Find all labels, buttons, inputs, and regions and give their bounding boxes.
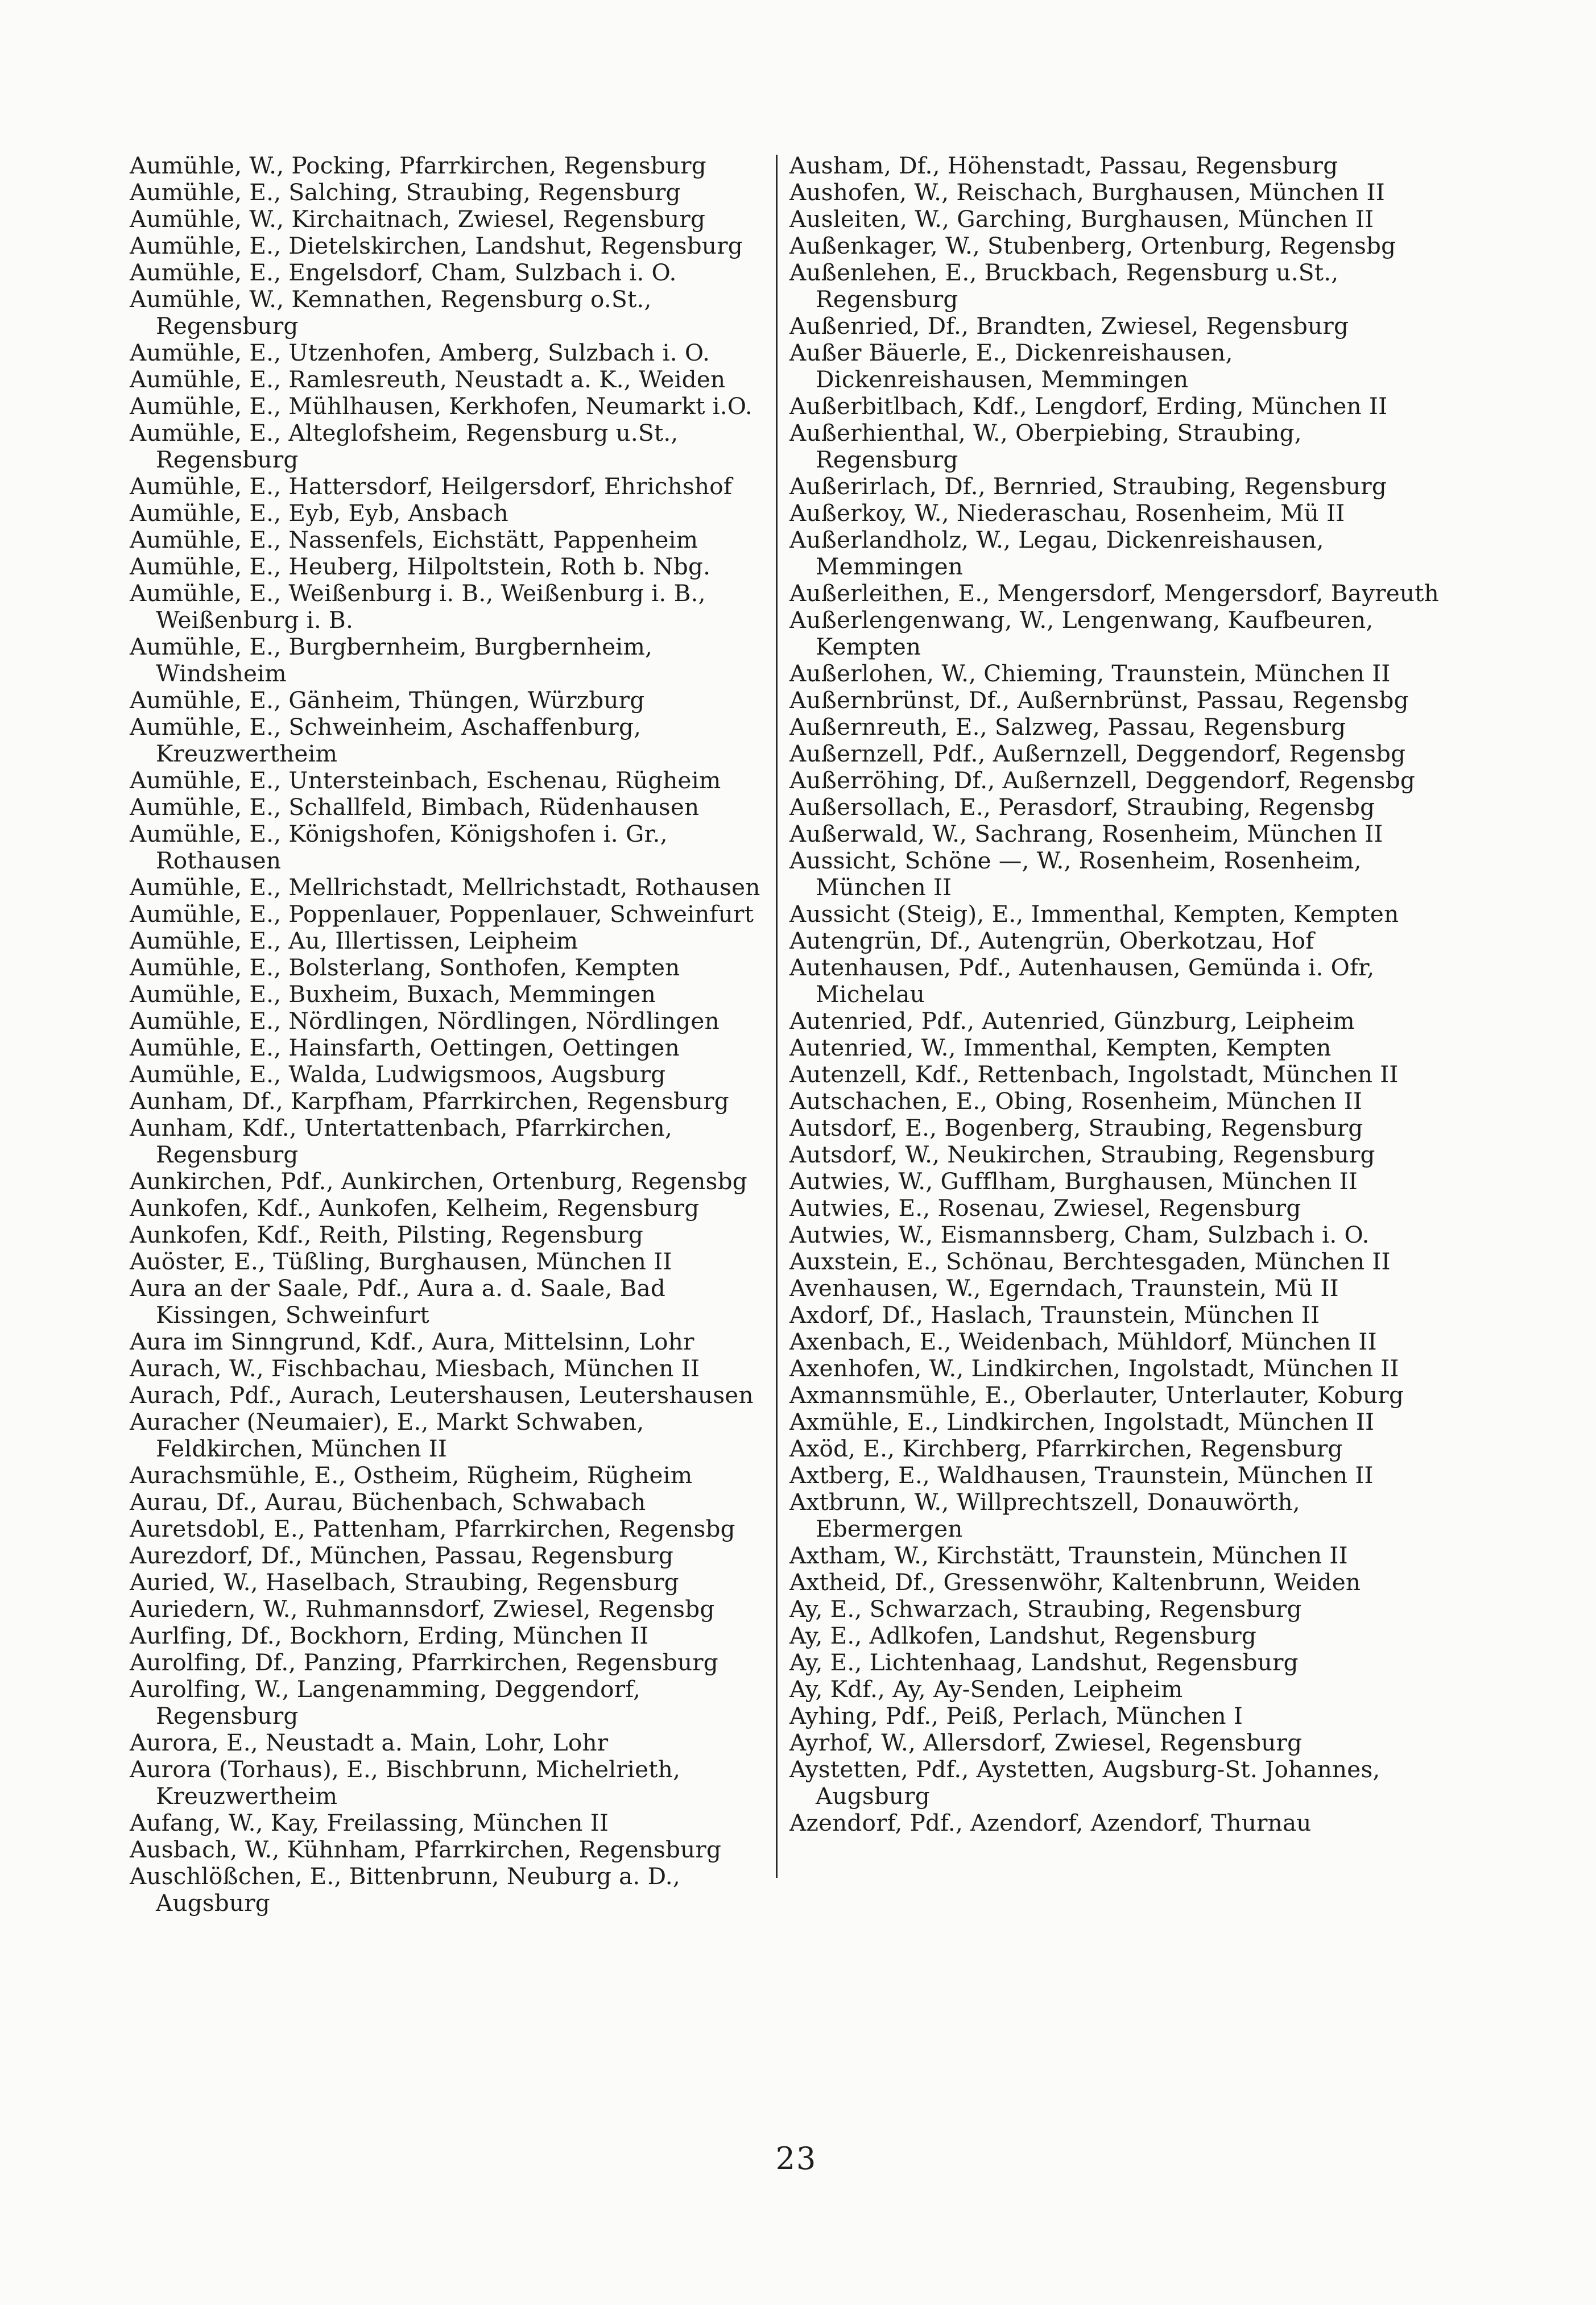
gazetteer-entry: Auretsdobl, E., Pattenham, Pfarrkirchen, Regensbg [130, 1515, 735, 1542]
gazetteer-entry: Ausham, Df., Höhenstadt, Passau, Regensburg [789, 152, 1338, 179]
page-number: 23 [775, 2141, 817, 2176]
gazetteer-entry: Aurach, W., Fischbachau, Miesbach, München II [130, 1355, 700, 1382]
gazetteer-entry: Aushofen, W., Reischach, Burghausen, München II [789, 179, 1385, 206]
gazetteer-entry: Azendorf, Pdf., Azendorf, Azendorf, Thurnau [789, 1809, 1312, 1836]
gazetteer-entry: Ausbach, W., Kühnham, Pfarrkirchen, Regensburg [130, 1836, 722, 1863]
gazetteer-entry: Außerröhing, Df., Außernzell, Deggendorf, Regensbg [789, 767, 1416, 794]
gazetteer-entry: Außenried, Df., Brandten, Zwiesel, Regensburg [789, 312, 1349, 340]
gazetteer-entry: Axtheid, Df., Gressenwöhr, Kaltenbrunn, Weiden [789, 1569, 1361, 1596]
gazetteer-entry: Autwies, E., Rosenau, Zwiesel, Regensburg [789, 1194, 1301, 1222]
gazetteer-entry: Aunkirchen, Pdf., Aunkirchen, Ortenburg, Regensbg [130, 1168, 747, 1195]
gazetteer-entry: Aurach, Pdf., Aurach, Leutershausen, Leutershausen [130, 1381, 754, 1409]
gazetteer-entry: Aumühle, E., Weißenburg i. B., Weißenburg i. B., Weißenburg i. B. [130, 580, 706, 634]
gazetteer-entry: Aumühle, E., Nördlingen, Nördlingen, Nördlingen [130, 1007, 720, 1034]
gazetteer-entry: Aumühle, E., Ramlesreuth, Neustadt a. K., Weiden [130, 366, 726, 393]
gazetteer-entry: Außernreuth, E., Salzweg, Passau, Regensburg [789, 713, 1346, 740]
gazetteer-entry: Aumühle, E., Utzenhofen, Amberg, Sulzbach i. O. [130, 339, 710, 366]
gazetteer-entry: Aurlfing, Df., Bockhorn, Erding, München II [130, 1622, 649, 1649]
gazetteer-entry: Aunham, Kdf., Untertattenbach, Pfarrkirchen, Regensburg [130, 1114, 673, 1168]
gazetteer-entry: Aumühle, E., Untersteinbach, Eschenau, Rügheim [130, 767, 721, 794]
gazetteer-entry: Aumühle, E., Hattersdorf, Heilgersdorf, Ehrichshof [130, 473, 733, 500]
gazetteer-entry: Auried, W., Haselbach, Straubing, Regensburg [130, 1569, 679, 1596]
gazetteer-entry: Aurolfing, W., Langenamming, Deggendorf, Regensburg [130, 1675, 641, 1729]
gazetteer-entry: Axenhofen, W., Lindkirchen, Ingolstadt, München II [789, 1355, 1399, 1382]
gazetteer-entry: Aurau, Df., Aurau, Büchenbach, Schwabach [130, 1488, 646, 1516]
gazetteer-entry: Außerirlach, Df., Bernried, Straubing, Regensburg [789, 473, 1387, 500]
gazetteer-entry: Autenzell, Kdf., Rettenbach, Ingolstadt, München II [789, 1061, 1399, 1088]
gazetteer-entry: Aurora (Torhaus), E., Bischbrunn, Michelrieth, Kreuzwertheim [130, 1756, 681, 1810]
gazetteer-entry: Aumühle, E., Königshofen, Königshofen i. Gr., Rothausen [130, 820, 668, 874]
gazetteer-entry: Aumühle, E., Alteglofsheim, Regensburg u.St., Regensburg [130, 419, 679, 473]
gazetteer-entry: Aura im Sinngrund, Kdf., Aura, Mittelsinn, Lohr [130, 1328, 694, 1355]
gazetteer-entry: Aussicht, Schöne —, W., Rosenheim, Rosenheim, München II [789, 847, 1362, 901]
gazetteer-entry: Autschachen, E., Obing, Rosenheim, München II [789, 1087, 1363, 1115]
gazetteer-entry: Auxstein, E., Schönau, Berchtesgaden, München II [789, 1248, 1391, 1275]
gazetteer-entry: Autsdorf, E., Bogenberg, Straubing, Regensburg [789, 1114, 1363, 1141]
gazetteer-entry: Autengrün, Df., Autengrün, Oberkotzau, Hof [789, 927, 1314, 954]
gazetteer-entry: Aumühle, E., Eyb, Eyb, Ansbach [130, 499, 508, 527]
gazetteer-entry: Aussicht (Steig), E., Immenthal, Kempten, Kempten [789, 900, 1399, 928]
gazetteer-entry: Ay, Kdf., Ay, Ay-Senden, Leipheim [789, 1675, 1183, 1703]
gazetteer-entry: Axtberg, E., Waldhausen, Traunstein, München II [789, 1462, 1374, 1489]
gazetteer-entry: Außerkoy, W., Niederaschau, Rosenheim, Mü II [789, 499, 1345, 527]
gazetteer-entry: Außer Bäuerle, E., Dickenreishausen, Dickenreishausen, Memmingen [789, 339, 1233, 393]
gazetteer-entry: Aurachsmühle, E., Ostheim, Rügheim, Rügheim [130, 1462, 693, 1489]
gazetteer-entry: Außerwald, W., Sachrang, Rosenheim, München II [789, 820, 1383, 847]
gazetteer-entry: Aumühle, E., Poppenlauer, Poppenlauer, Schweinfurt [130, 900, 754, 928]
gazetteer-entry: Ayrhof, W., Allersdorf, Zwiesel, Regensburg [789, 1729, 1303, 1756]
gazetteer-entry: Aumühle, E., Engelsdorf, Cham, Sulzbach i. O. [130, 259, 677, 286]
gazetteer-entry: Autwies, W., Eismannsberg, Cham, Sulzbach i. O. [789, 1221, 1370, 1248]
gazetteer-entry: Aumühle, E., Schweinheim, Aschaffenburg, Kreuzwertheim [130, 713, 642, 767]
gazetteer-entry: Auschlößchen, E., Bittenbrunn, Neuburg a. D., Augsburg [130, 1863, 680, 1917]
gazetteer-entry: Ayhing, Pdf., Peiß, Perlach, München I [789, 1702, 1243, 1729]
gazetteer-entry: Auracher (Neumaier), E., Markt Schwaben, Feldkirchen, München II [130, 1408, 644, 1462]
gazetteer-entry: Aumühle, E., Heuberg, Hilpoltstein, Roth b. Nbg. [130, 553, 711, 580]
gazetteer-entry: Aumühle, E., Hainsfarth, Oettingen, Oettingen [130, 1034, 680, 1061]
gazetteer-entry: Aunkofen, Kdf., Aunkofen, Kelheim, Regensburg [130, 1194, 700, 1222]
gazetteer-entry: Außenlehen, E., Bruckbach, Regensburg u.St., Regensburg [789, 259, 1339, 313]
gazetteer-entry: Axmannsmühle, E., Oberlauter, Unterlauter, Koburg [789, 1381, 1404, 1409]
gazetteer-entry: Aumühle, E., Bolsterlang, Sonthofen, Kempten [130, 954, 680, 981]
gazetteer-entry: Aumühle, E., Dietelskirchen, Landshut, Regensburg [130, 232, 743, 259]
gazetteer-entry: Außerleithen, E., Mengersdorf, Mengersdorf, Bayreuth [789, 580, 1439, 607]
gazetteer-entry: Aumühle, E., Salching, Straubing, Regensburg [130, 179, 681, 206]
gazetteer-entry: Aurezdorf, Df., München, Passau, Regensburg [130, 1542, 674, 1569]
gazetteer-entry: Außerlengenwang, W., Lengenwang, Kaufbeuren, Kempten [789, 606, 1374, 660]
gazetteer-entry: Ay, E., Lichtenhaag, Landshut, Regensburg [789, 1649, 1299, 1676]
gazetteer-entry: Autenhausen, Pdf., Autenhausen, Gemünda i. Ofr, Michelau [789, 954, 1375, 1008]
gazetteer-entry: Ausleiten, W., Garching, Burghausen, München II [789, 205, 1374, 233]
gazetteer-entry: Aumühle, E., Nassenfels, Eichstätt, Pappenheim [130, 526, 698, 553]
gazetteer-entry: Außersollach, E., Perasdorf, Straubing, Regensbg [789, 793, 1375, 821]
gazetteer-entry: Außenkager, W., Stubenberg, Ortenburg, Regensbg [789, 232, 1396, 259]
left-column [130, 152, 761, 1917]
gazetteer-entry: Aumühle, E., Mühlhausen, Kerkhofen, Neumarkt i.O. [130, 392, 752, 420]
gazetteer-entry: Ay, E., Adlkofen, Landshut, Regensburg [789, 1622, 1257, 1649]
gazetteer-entry: Außerlohen, W., Chieming, Traunstein, München II [789, 660, 1391, 687]
gazetteer-entry: Axtham, W., Kirchstätt, Traunstein, München II [789, 1542, 1348, 1569]
gazetteer-entry: Aunham, Df., Karpfham, Pfarrkirchen, Regensburg [130, 1087, 729, 1115]
gazetteer-entry: Aufang, W., Kay, Freilassing, München II [130, 1809, 609, 1836]
gazetteer-entry: Auriedern, W., Ruhmannsdorf, Zwiesel, Regensbg [130, 1595, 715, 1623]
gazetteer-entry: Autenried, Pdf., Autenried, Günzburg, Leipheim [789, 1007, 1355, 1034]
gazetteer-entry: Außerbitlbach, Kdf., Lengdorf, Erding, München II [789, 392, 1388, 420]
gazetteer-entry: Außerhienthal, W., Oberpiebing, Straubing, Regensburg [789, 419, 1302, 473]
right-column [789, 152, 1444, 1836]
gazetteer-entry: Axenbach, E., Weidenbach, Mühldorf, München II [789, 1328, 1377, 1355]
gazetteer-entry: Aumühle, E., Buxheim, Buxach, Memmingen [130, 980, 656, 1008]
gazetteer-entry: Aumühle, E., Gänheim, Thüngen, Würzburg [130, 686, 645, 714]
gazetteer-entry: Axtbrunn, W., Willprechtszell, Donauwörth, Ebermergen [789, 1488, 1300, 1542]
gazetteer-entry: Aurolfing, Df., Panzing, Pfarrkirchen, Regensburg [130, 1649, 718, 1676]
gazetteer-entry: Aurora, E., Neustadt a. Main, Lohr, Lohr [130, 1729, 609, 1756]
gazetteer-entry: Autenried, W., Immenthal, Kempten, Kempten [789, 1034, 1332, 1061]
gazetteer-entry: Aystetten, Pdf., Aystetten, Augsburg-St. Johannes, Augsburg [789, 1756, 1380, 1810]
gazetteer-entry: Außerlandholz, W., Legau, Dickenreishausen, Memmingen [789, 526, 1324, 580]
gazetteer-entry: Aumühle, W., Kirchaitnach, Zwiesel, Regensburg [130, 205, 706, 233]
gazetteer-entry: Aumühle, E., Mellrichstadt, Mellrichstadt, Rothausen [130, 874, 760, 901]
gazetteer-entry: Aumühle, W., Pocking, Pfarrkirchen, Regensburg [130, 152, 706, 179]
gazetteer-entry: Axmühle, E., Lindkirchen, Ingolstadt, München II [789, 1408, 1375, 1435]
gazetteer-entry: Aumühle, E., Schallfeld, Bimbach, Rüdenhausen [130, 793, 700, 821]
gazetteer-entry: Außernzell, Pdf., Außernzell, Deggendorf, Regensbg [789, 740, 1406, 767]
gazetteer-entry: Aumühle, W., Kemnathen, Regensburg o.St., Regensburg [130, 285, 652, 340]
gazetteer-entry: Aumühle, E., Burgbernheim, Burgbernheim, Windsheim [130, 633, 653, 687]
gazetteer-entry: Axdorf, Df., Haslach, Traunstein, München II [789, 1301, 1320, 1329]
gazetteer-entry: Aumühle, E., Walda, Ludwigsmoos, Augsburg [130, 1061, 666, 1088]
gazetteer-entry: Auöster, E., Tüßling, Burghausen, München II [130, 1248, 672, 1275]
gazetteer-entry: Aura an der Saale, Pdf., Aura a. d. Saale, Bad Kissingen, Schweinfurt [130, 1274, 666, 1329]
gazetteer-entry: Autwies, W., Gufflham, Burghausen, München II [789, 1168, 1358, 1195]
gazetteer-entry: Axöd, E., Kirchberg, Pfarrkirchen, Regensburg [789, 1435, 1343, 1462]
gazetteer-entry: Aunkofen, Kdf., Reith, Pilsting, Regensburg [130, 1221, 644, 1248]
gazetteer-entry: Aumühle, E., Au, Illertissen, Leipheim [130, 927, 578, 954]
gazetteer-entry: Außernbrünst, Df., Außernbrünst, Passau, Regensbg [789, 686, 1409, 714]
column-divider [776, 155, 778, 1878]
gazetteer-entry: Autsdorf, W., Neukirchen, Straubing, Regensburg [789, 1141, 1375, 1168]
gazetteer-entry: Avenhausen, W., Egerndach, Traunstein, Mü II [789, 1274, 1339, 1302]
gazetteer-entry: Ay, E., Schwarzach, Straubing, Regensburg [789, 1595, 1302, 1623]
